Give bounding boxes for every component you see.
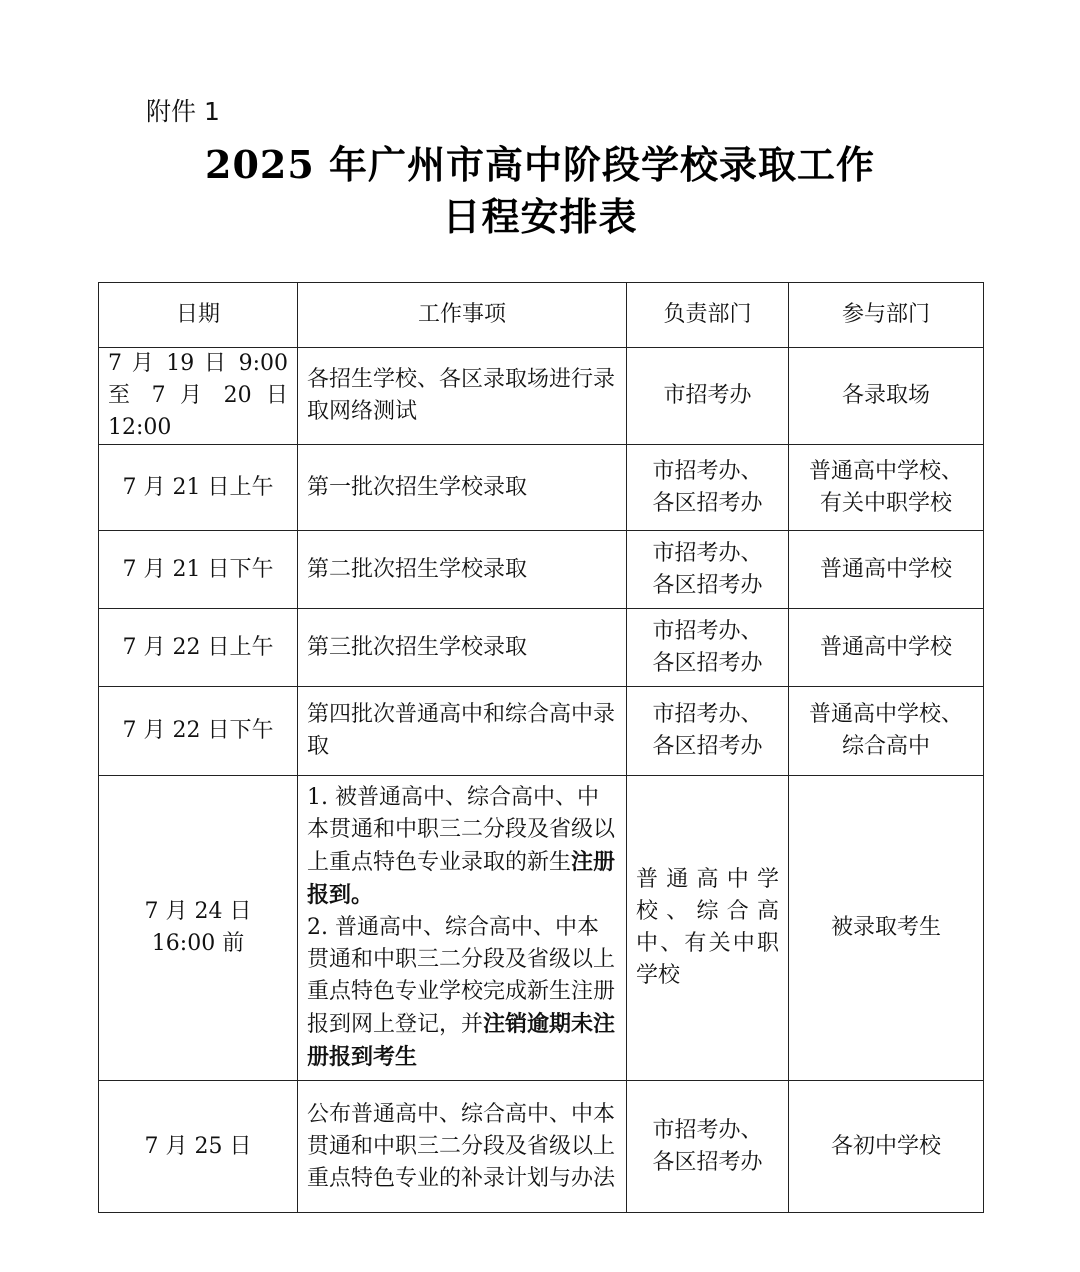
date-line: 7 月 25 日 [144,1133,252,1159]
participant-line: 普通高中学校 [819,556,952,582]
responsible-line: 市招考办 [663,383,752,408]
date-cell [99,348,298,445]
task-item-2-text: 2. 普通高中、综合高中、中本贯通和中职三二分段及省级以上重点特色专业学校完成新生注册报到网上登记，并 [307,915,616,1037]
participant-line: 普通高中学校、 [808,702,963,727]
responsible-cell [627,1081,789,1213]
table-row [99,445,984,531]
participant-cell [789,1081,984,1213]
task-item-1 [307,785,615,908]
schedule-table [98,282,984,1213]
header-task: 工作事项 [298,283,627,348]
table-row [99,776,984,1081]
participant-line: 普通高中学校、 [808,458,963,484]
responsible-line: 市招考办、 [652,702,763,727]
responsible-line: 普通高中学 [636,867,779,892]
table-row [99,687,984,776]
responsible-line: 市招考办、 [652,458,763,484]
page-title: 2025 年广州市高中阶段学校录取工作 [205,142,875,187]
date-line: 16:00 前 [151,931,245,956]
date-line: 7 月 24 日 [144,899,252,924]
date-line: 7 月 21 日上午 [122,474,274,500]
task-cell: 第三批次招生学校录取 [298,609,627,687]
date-cell [99,445,298,531]
responsible-line: 市招考办、 [652,618,763,644]
page-subtitle: 日程安排表 [442,194,638,239]
table-row [99,1081,984,1213]
task-cell: 第一批次招生学校录取 [298,445,627,531]
responsible-line: 市招考办、 [652,540,763,566]
task-item-1-text: 1. 被普通高中、综合高中、中本贯通和中职三二分段及省级以上重点特色专业录取的新生 [307,785,616,875]
task-item-2 [307,915,615,1070]
responsible-line: 各区招考办 [652,650,763,676]
participant-cell [789,445,984,531]
date-line: 7 月 21 日下午 [122,556,274,582]
date-cell [99,776,298,1081]
date-cell [99,1081,298,1213]
participant-cell [789,776,984,1081]
participant-cell [789,531,984,609]
participant-cell [789,609,984,687]
task-cell: 各招生学校、各区录取场进行录取网络测试 [298,348,627,445]
table-header-row [99,283,984,348]
task-cell: 公布普通高中、综合高中、中本贯通和中职三二分段及省级以上重点特色专业的补录计划与办法 [298,1081,627,1213]
table-row [99,348,984,445]
date-cell [99,609,298,687]
task-cell: 第二批次招生学校录取 [298,531,627,609]
responsible-cell [627,531,789,609]
responsible-line: 市招考办、 [652,1117,763,1143]
responsible-cell [627,687,789,776]
responsible-cell [627,445,789,531]
responsible-cell [627,776,789,1081]
participant-line: 被录取考生 [830,915,941,940]
responsible-line: 各区招考办 [652,490,763,516]
responsible-line: 各区招考办 [652,572,763,598]
responsible-cell [627,348,789,445]
task-cell: 第四批次普通高中和综合高中录取 [298,687,627,776]
task-item-1-emphasis: 注册报到。 [307,849,616,908]
table-row [99,531,984,609]
responsible-line: 中、有关中职 [636,931,779,956]
participant-line: 有关中职学校 [819,490,952,516]
attachment-label: 附件 1 [146,97,220,126]
header-date: 日期 [99,283,298,348]
date-line: 至 7 月 20 日 [108,383,288,408]
responsible-line: 学校 [636,963,681,988]
participant-line: 普通高中学校 [819,634,952,660]
participant-line: 综合高中 [841,734,930,759]
date-line: 7 月 22 日下午 [122,718,274,743]
participant-cell [789,687,984,776]
date-line: 12:00 [108,415,172,440]
date-line: 7 月 22 日上午 [122,634,274,660]
header-responsible: 负责部门 [627,283,789,348]
header-participant: 参与部门 [789,283,984,348]
participant-line: 各初中学校 [830,1133,941,1159]
date-cell [99,531,298,609]
date-line: 7 月 19 日 9:00 [108,351,288,376]
participant-cell [789,348,984,445]
responsible-line: 各区招考办 [652,1149,763,1175]
responsible-cell [627,609,789,687]
task-item-2-emphasis: 注销逾期未注册报到考生 [307,1011,616,1070]
table-row [99,609,984,687]
participant-line: 各录取场 [841,383,930,408]
task-cell [298,776,627,1081]
date-cell [99,687,298,776]
responsible-line: 校、综合高 [636,899,779,924]
responsible-line: 各区招考办 [652,734,763,759]
